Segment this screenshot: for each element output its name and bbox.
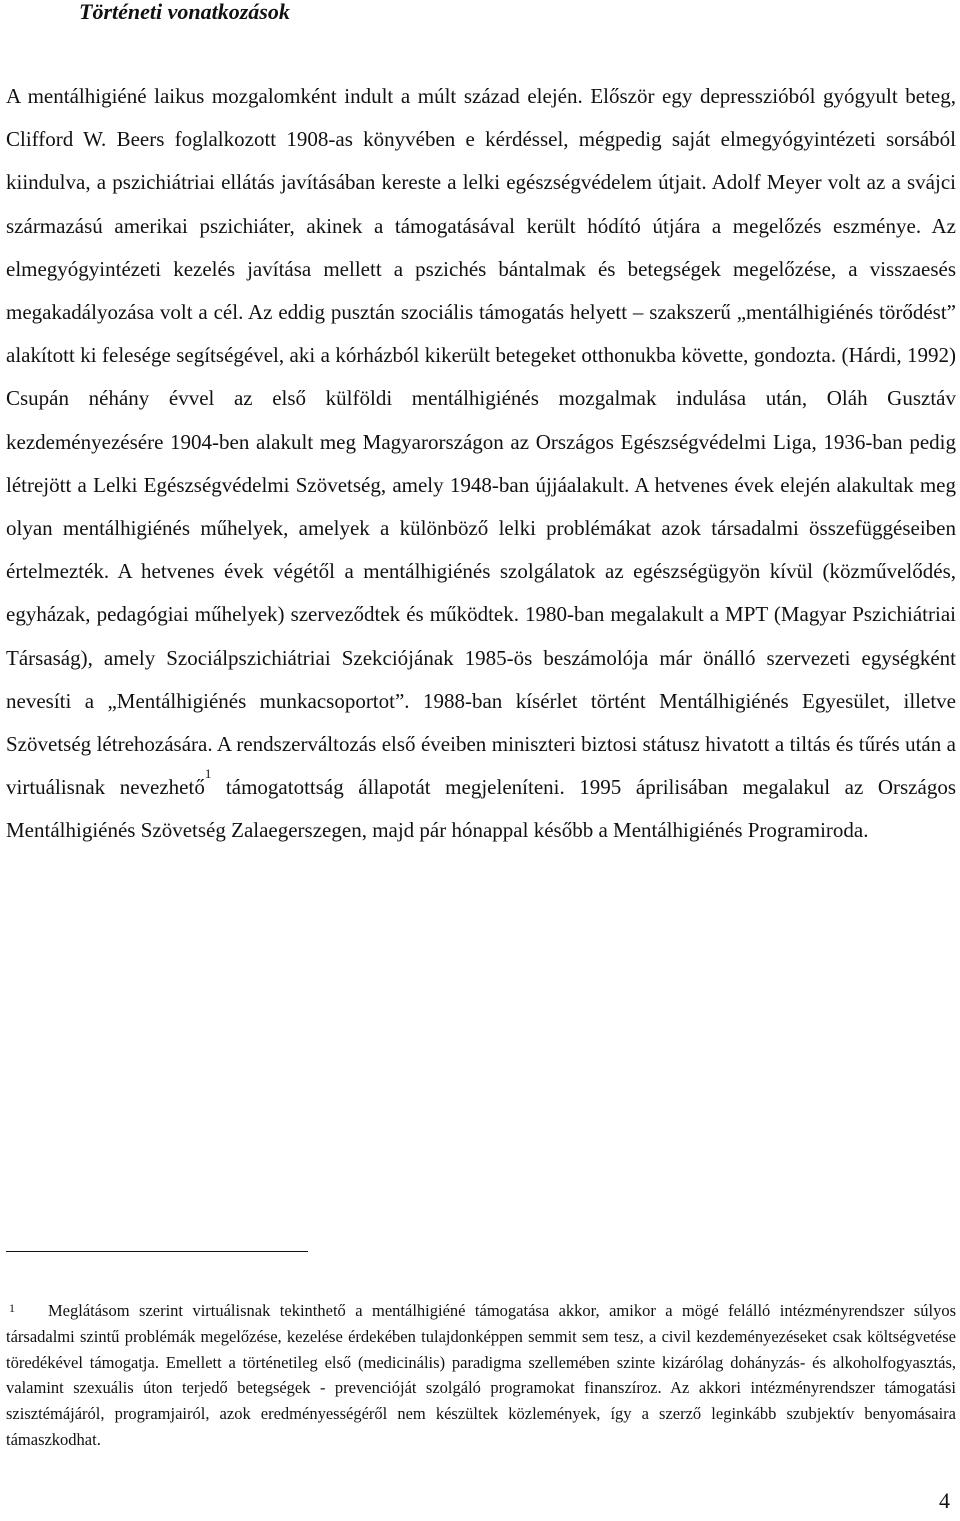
footnote-marker: 1 — [9, 1301, 15, 1315]
section-heading: Történeti vonatkozások — [79, 0, 290, 24]
footnote-separator — [6, 1251, 308, 1252]
footnote — [6, 1296, 956, 1453]
page-number: 4 — [939, 1488, 950, 1513]
body-paragraph — [6, 75, 956, 853]
body-text-part-1: A mentálhigiéné laikus mozgalomként indult a múlt század elején. Először egy depresszióból gyógyult beteg, Clifford W. Beers foglalkozott 1908-as könyvében e kérdéssel, mégpedig saját elmegyógyintézeti sorsából kiindulva, a pszichiátriai ellátás javításában kereste a lelki egészségvédelem útjait. Adolf Meyer volt az a svájci származású amerikai pszichiáter, akinek a támogatásával került hódító útjára a megelőzés eszménye. Az elmegyógyintézeti kezelés javítása mellett a pszichés bántalmak és betegségek megelőzése, a visszaesés megakadályozása volt a cél. Az eddig pusztán szociális támogatás helyett – szakszerű „mentálhigiénés törődést” alakított ki felesége segítségével, aki a kórházból kikerült betegeket otthonukba követte, gondozta. (Hárdi, 1992) Csupán néhány évvel az első külföldi mentálhigiénés mozgalmak indulása után, Oláh Gusztáv kezdeményezésére 1904-ben alakult meg Magyarországon az Országos Egészségvédelmi Liga, 1936-ban pedig létrejött a Lelki Egészségvédelmi Szövetség, amely 1948-ban újjáalakult. A hetvenes évek elején alakultak meg olyan mentálhigiénés műhelyek, amelyek a különböző lelki problémákat azok társadalmi összefüggéseiben értelmezték. A hetvenes évek végétől a mentálhigiénés szolgálatok az egészségügyön kívül (közművelődés, egyházak, pedagógiai műhelyek) szerveződtek és működtek. 1980-ban megalakult a MPT (Magyar Pszichiátriai Társaság), amely Szociálpszichiátriai Szekciójának 1985-ös beszámolója már önálló szervezeti egységként nevesíti a „Mentálhigiénés munkacsoportot”. 1988-ban kísérlet történt Mentálhigiénés Egyesület, illetve Szövetség létrehozására. A rendszerváltozás első éveiben miniszteri biztosi státusz hivatott a tiltás és tűrés után a virtuálisnak nevezhető — [6, 84, 956, 800]
footnote-reference: 1 — [204, 766, 212, 782]
body-text-part-2: támogatottság állapotát megjeleníteni. 1995 áprilisában megalakul az Országos Mentálhigiénés Szövetség Zalaegerszegen, majd pár hónappal később a Mentálhigiénés Programiroda. — [6, 775, 956, 843]
footnote-text: Meglátásom szerint virtuálisnak tekinthető a mentálhigiéné támogatása akkor, amikor a mögé felálló intézményrendszer súlyos társadalmi szintű problémák megelőzése, kezelése érdekében tulajdonképpen semmit sem tesz, a civil kezdeményezéseket csak költségvetése töredékével támogatja. Emellett a történetileg első (medicinális) paradigma szellemében szinte kizárólag dohányzás- és alkoholfogyasztás, valamint szexuális úton terjedő betegségek - prevencióját szolgáló programokat finanszíroz. Az akkori intézményrendszer támogatási szisztémájáról, programjairól, azok eredményességéről nem készültek közlemények, így a szerző leginkább szubjektív benyomásaira támaszkodhat. — [6, 1301, 956, 1449]
